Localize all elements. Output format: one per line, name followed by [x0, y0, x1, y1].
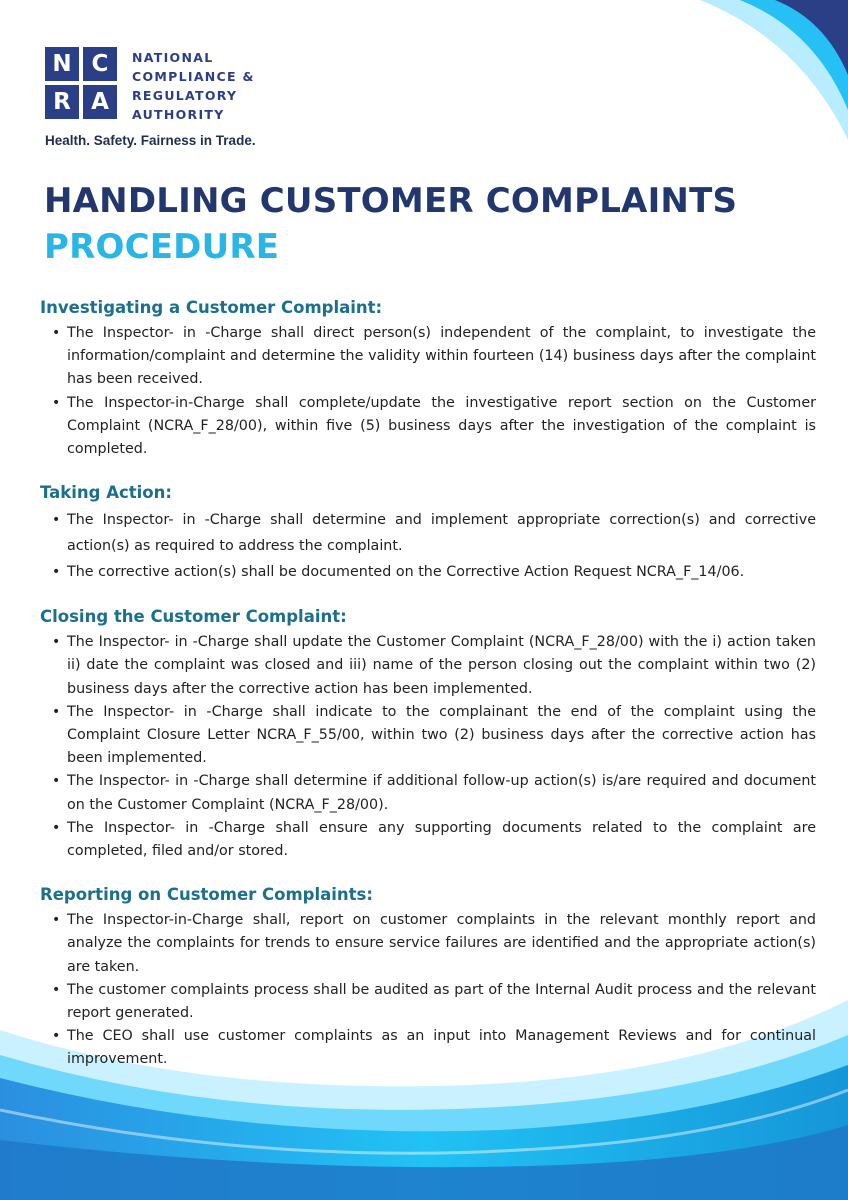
list-item: • The corrective action(s) shall be documented on the Corrective Action Request NCRA_F_14/06.	[40, 559, 816, 585]
section-closing	[40, 607, 816, 863]
tagline: Health. Safety. Fairness in Trade.	[45, 133, 256, 148]
section-heading: Closing the Customer Complaint:	[40, 607, 347, 627]
list-item: • The Inspector- in -Charge shall direct person(s) independent of the complaint, to investigate the information/complaint and determine the validity within fourteen (14) business days after the complaint has been received.	[40, 322, 816, 392]
list-item: • The Inspector-in-Charge shall, report on customer complaints in the relevant monthly report and analyze the complaints for trends to ensure service failures are identified and the appropriate action(s) are taken.	[40, 909, 816, 979]
page-subtitle: PROCEDURE	[44, 227, 280, 267]
logo-name-line: NATIONAL	[132, 50, 214, 65]
logo-letter-a: A	[83, 85, 117, 119]
section-reporting	[40, 885, 816, 1071]
bullet-list	[40, 507, 816, 585]
logo-organization-name	[132, 48, 272, 124]
list-item: • The Inspector-in-Charge shall complete/update the investigative report section on the Customer Complaint (NCRA_F_28/00), within five (5) business days after the investigation of the complaint is completed.	[40, 392, 816, 462]
section-heading: Reporting on Customer Complaints:	[40, 885, 373, 905]
section-heading: Taking Action:	[40, 483, 172, 503]
bullet-list	[40, 631, 816, 863]
section-taking-action	[40, 483, 816, 585]
procedure-content	[40, 298, 816, 1094]
bullet-list	[40, 909, 816, 1071]
section-investigating	[40, 298, 816, 461]
list-item: • The Inspector- in -Charge shall ensure any supporting documents related to the complaint are completed, filed and/or stored.	[40, 817, 816, 863]
logo-mark	[45, 47, 117, 119]
list-item: • The Inspector- in -Charge shall determine and implement appropriate correction(s) and corrective action(s) as required to address the complaint.	[40, 507, 816, 559]
list-item: • The Inspector- in -Charge shall indicate to the complainant the end of the complaint using the Complaint Closure Letter NCRA_F_55/00, within two (2) business days after the corrective action has been implemented.	[40, 701, 816, 771]
bullet-list	[40, 322, 816, 461]
logo-letter-r: R	[45, 85, 79, 119]
logo-name-line: COMPLIANCE &	[132, 69, 255, 84]
page-title: HANDLING CUSTOMER COMPLAINTS	[44, 181, 738, 221]
list-item: • The CEO shall use customer complaints as an input into Management Reviews and for continual improvement.	[40, 1025, 816, 1071]
logo-name-line: REGULATORY	[132, 88, 238, 103]
logo-letter-c: C	[83, 47, 117, 81]
list-item: • The customer complaints process shall be audited as part of the Internal Audit process and the relevant report generated.	[40, 979, 816, 1025]
list-item: • The Inspector- in -Charge shall update the Customer Complaint (NCRA_F_28/00) with the i) action taken ii) date the complaint was closed and iii) name of the person closing out the complaint within two (2) business days after the corrective action has been implemented.	[40, 631, 816, 701]
logo-letter-n: N	[45, 47, 79, 81]
list-item: • The Inspector- in -Charge shall determine if additional follow-up action(s) is/are required and document on the Customer Complaint (NCRA_F_28/00).	[40, 770, 816, 816]
section-heading: Investigating a Customer Complaint:	[40, 298, 383, 317]
logo-name-line: AUTHORITY	[132, 107, 225, 122]
